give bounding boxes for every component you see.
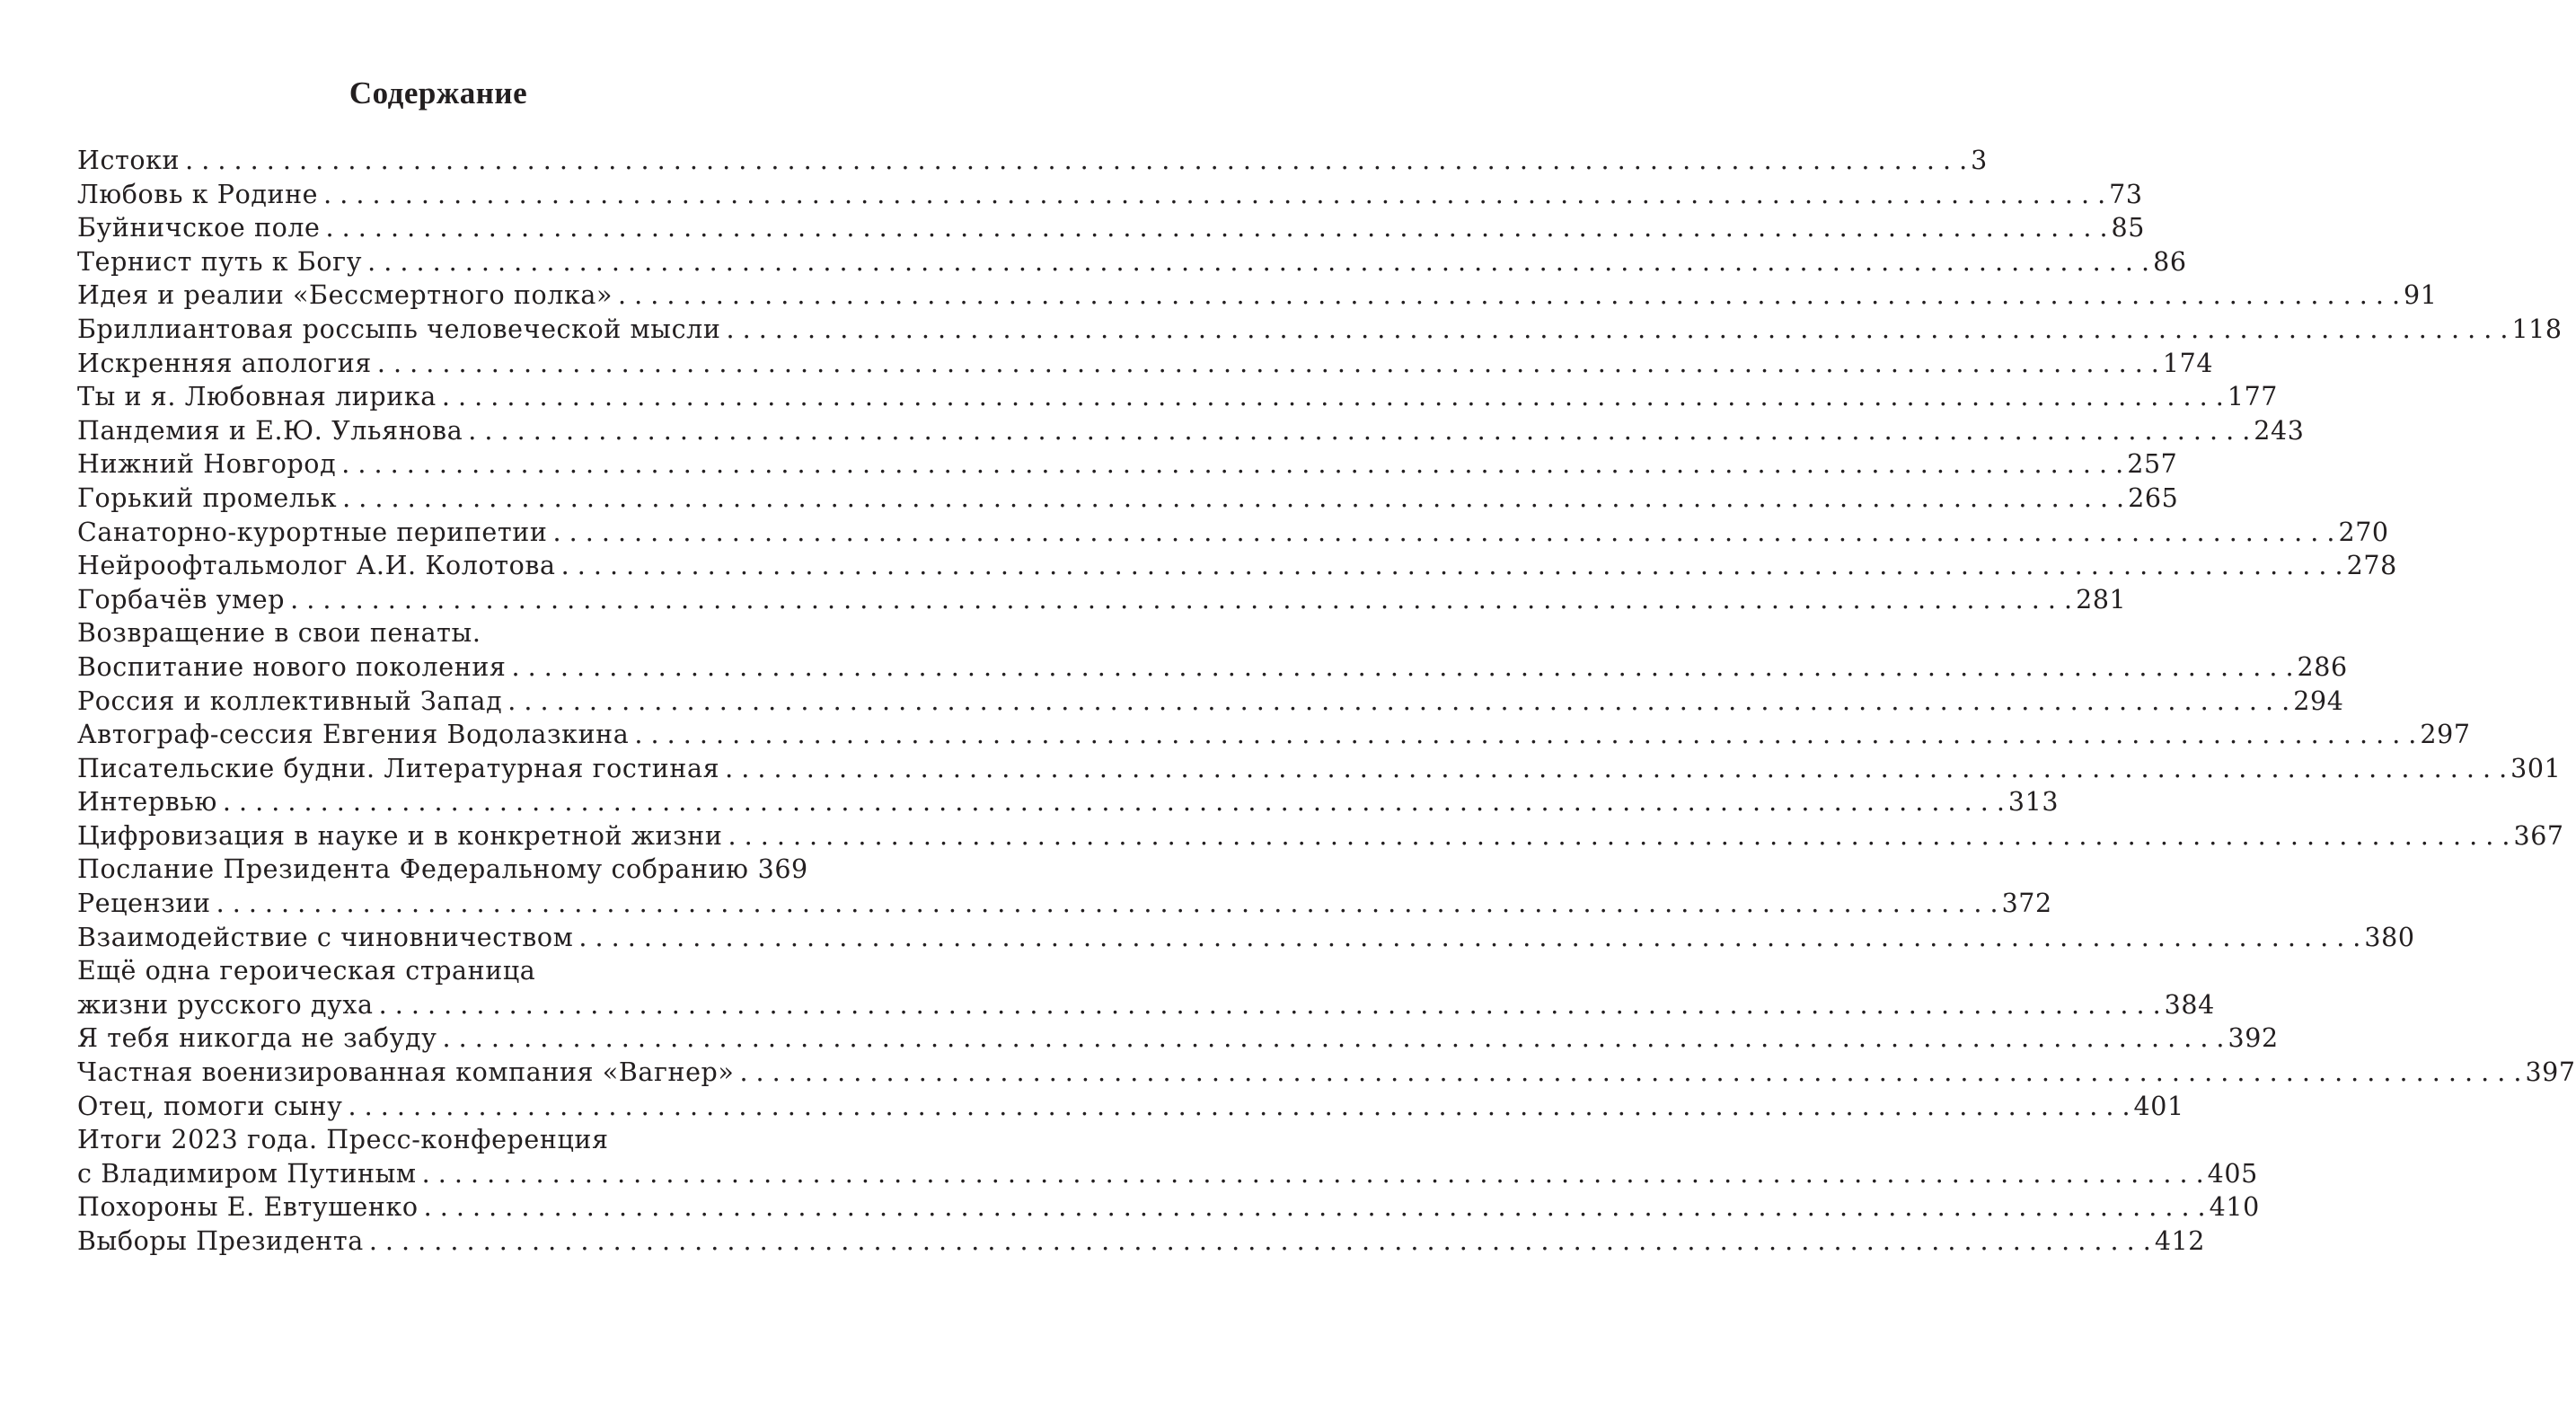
toc-entry-title-part: Возвращение в свои пенаты. — [77, 618, 481, 649]
toc-entry-page-number: 392 — [2228, 1023, 2279, 1054]
toc-entry-line — [77, 1056, 2576, 1090]
toc-entry-line — [77, 650, 2348, 685]
toc-entry — [77, 245, 2187, 279]
toc-entry-line — [77, 785, 2060, 819]
toc-entry — [77, 414, 2305, 448]
toc-entry-title: Горький промельк — [77, 482, 338, 513]
dot-leader — [468, 414, 2250, 448]
toc-entry-title: Нейроофтальмолог А.И. Колотова — [77, 551, 556, 581]
page-title: Содержание — [348, 75, 528, 111]
toc-entry — [77, 752, 2562, 786]
toc-entry-title: Буйничское поле — [77, 213, 321, 243]
toc-entry-line — [77, 447, 2178, 482]
dot-leader — [512, 650, 2294, 685]
toc-entry-title: Послание Президента Федеральному собранию — [77, 854, 749, 885]
toc-entry-page-number: 243 — [2254, 415, 2305, 446]
toc-entry-line — [77, 685, 2344, 719]
toc-entry-page-number: 384 — [2164, 989, 2215, 1020]
toc-entry-line — [77, 752, 2562, 786]
toc-entry-line — [77, 313, 2563, 347]
toc-entry — [77, 718, 2471, 752]
dot-leader — [561, 549, 2343, 583]
toc-entry-page-number: 367 — [2513, 820, 2564, 851]
toc-entry-line — [77, 414, 2305, 448]
toc-entry-title: Рецензии — [77, 889, 211, 919]
dot-leader — [216, 887, 1998, 921]
toc-entry-title: Россия и коллективный Запад — [77, 685, 503, 716]
toc-entry-page-number: 73 — [2109, 179, 2143, 209]
toc-entry — [77, 313, 2563, 347]
toc-entry-title: Частная военизированная компания «Вагнер» — [77, 1057, 735, 1088]
toc-entry-page-number: 257 — [2127, 449, 2178, 480]
dot-leader — [348, 1090, 2130, 1124]
toc-entry-title: Воспитание нового поколения — [77, 651, 507, 682]
toc-entry-title: Выборы Президента — [77, 1226, 364, 1256]
toc-entry-page-number: 265 — [2128, 482, 2179, 513]
toc-entry-line — [77, 819, 2564, 853]
toc-entry — [77, 144, 1988, 178]
toc-entry-page-number: 278 — [2346, 551, 2397, 581]
dot-leader — [223, 785, 2005, 819]
dot-leader — [369, 1225, 2151, 1259]
toc-entry-title: с Владимиром Путиным — [77, 1158, 417, 1189]
dot-leader — [422, 1157, 2204, 1191]
dot-leader — [342, 482, 2124, 516]
toc-entry-title: Взаимодействие с чиновничеством — [77, 922, 574, 952]
toc-entry-title: Идея и реалии «Бессмертного полка» — [77, 280, 613, 311]
toc-entry-line — [77, 211, 2145, 245]
toc-entry — [77, 785, 2060, 819]
toc-entry-title: жизни русского духа — [77, 989, 374, 1020]
toc-entry — [77, 685, 2344, 719]
toc-entry-title: Ты и я. Любовная лирика — [77, 382, 437, 412]
toc-entry-line — [77, 178, 2143, 212]
dot-leader — [443, 1021, 2225, 1056]
toc-entry-page-number: 397 — [2525, 1057, 2576, 1088]
toc-entry-page-number: 410 — [2209, 1192, 2260, 1223]
toc-entry-title: Санаторно-курортные перипетии — [77, 517, 548, 547]
toc-entry-line — [77, 245, 2187, 279]
toc-entry-line — [77, 1225, 2206, 1259]
toc-entry — [77, 211, 2145, 245]
toc-entry-line — [77, 279, 2438, 313]
toc-entry-page-number: 380 — [2364, 922, 2415, 952]
toc-entry-line — [77, 144, 1988, 178]
dot-leader — [326, 211, 2108, 245]
toc-entry-title: Отец, помоги сыну — [77, 1091, 343, 1121]
dot-leader — [185, 144, 1967, 178]
toc-entry-line — [77, 921, 2415, 955]
toc-entry-page-number: 281 — [2076, 584, 2127, 615]
toc-entry-page-number: 372 — [2001, 889, 2052, 919]
table-of-contents — [77, 144, 2576, 1259]
toc-entry — [77, 1123, 2258, 1190]
toc-entry-title-line1 — [77, 1123, 796, 1157]
toc-entry — [77, 482, 2179, 516]
toc-entry-page-number: 85 — [2111, 213, 2145, 243]
toc-entry-page-number: 177 — [2227, 382, 2279, 412]
toc-entry-line — [77, 583, 2127, 617]
toc-entry-page-number: 301 — [2510, 753, 2562, 783]
dot-leader — [634, 718, 2416, 752]
toc-entry-line — [77, 516, 2389, 550]
toc-entry-page-number: 3 — [1971, 146, 1988, 175]
toc-entry-line — [77, 1090, 2184, 1124]
toc-entry-line — [77, 380, 2279, 414]
toc-entry — [77, 853, 808, 887]
toc-entry-page-number: 412 — [2154, 1226, 2206, 1256]
toc-entry — [77, 583, 2127, 617]
toc-entry-page-number: 86 — [2153, 246, 2187, 277]
toc-entry — [77, 819, 2564, 853]
dot-leader — [341, 447, 2123, 482]
dot-leader — [367, 245, 2149, 279]
toc-entry-line — [77, 347, 2214, 381]
toc-entry-title: Интервью — [77, 787, 217, 818]
dot-leader — [725, 752, 2507, 786]
toc-entry-line — [77, 482, 2179, 516]
toc-entry-title: Автограф-сессия Евгения Водолазкина — [77, 720, 630, 750]
toc-entry-page-number: 270 — [2338, 517, 2389, 547]
dot-leader — [618, 279, 2400, 313]
toc-entry — [77, 279, 2438, 313]
toc-entry-page-number: 313 — [2007, 787, 2060, 818]
dot-leader — [726, 313, 2508, 347]
toc-entry — [77, 887, 2052, 921]
toc-entry-line — [77, 1021, 2279, 1056]
toc-entry — [77, 1021, 2279, 1056]
dot-leader — [323, 178, 2105, 212]
toc-entry-line — [77, 853, 808, 887]
dot-leader — [424, 1190, 2206, 1225]
toc-entry-line — [77, 718, 2471, 752]
dot-leader — [442, 380, 2224, 414]
toc-entry — [77, 921, 2415, 955]
toc-entry — [77, 347, 2214, 381]
toc-entry-title-part: Ещё одна героическая страница — [77, 956, 536, 986]
toc-entry-title: Писательские будни. Литературная гостиная — [77, 753, 720, 783]
toc-entry-page-number: 369 — [757, 854, 808, 885]
toc-entry-title: Искренняя апология — [77, 348, 372, 378]
toc-entry-title-part: Итоги 2023 года. Пресс-конференция — [77, 1125, 609, 1155]
dot-leader — [507, 685, 2289, 719]
dot-leader — [290, 583, 2072, 617]
toc-entry-title: Истоки — [77, 146, 181, 175]
toc-entry-title: Похороны Е. Евтушенко — [77, 1192, 419, 1223]
toc-entry-line — [77, 887, 2052, 921]
toc-entry-line — [77, 988, 2215, 1022]
toc-entry — [77, 1090, 2184, 1124]
toc-entry-line — [77, 549, 2397, 583]
toc-entry — [77, 549, 2397, 583]
toc-entry — [77, 1056, 2576, 1090]
toc-entry-title: Пандемия и Е.Ю. Ульянова — [77, 415, 463, 446]
toc-entry-page-number: 401 — [2133, 1091, 2184, 1121]
toc-entry — [77, 616, 2348, 684]
toc-entry-title: Я тебя никогда не забуду — [77, 1023, 437, 1054]
toc-entry-title: Горбачёв умер — [77, 584, 286, 615]
toc-entry-page-number: 174 — [2162, 348, 2214, 378]
toc-entry-title: Нижний Новгород — [77, 449, 337, 480]
toc-entry-title-line1 — [77, 954, 796, 988]
toc-entry-page-number: 294 — [2293, 685, 2344, 716]
dot-leader — [739, 1056, 2521, 1090]
dot-leader — [377, 347, 2159, 381]
toc-entry-title: Цифровизация в науке и в конкретной жизни — [77, 820, 723, 851]
toc-entry — [77, 380, 2279, 414]
toc-entry-title-line1 — [77, 616, 796, 650]
toc-entry — [77, 1190, 2260, 1225]
dot-leader — [379, 988, 2161, 1022]
dot-leader — [728, 819, 2510, 853]
toc-entry — [77, 516, 2389, 550]
toc-entry — [77, 954, 2215, 1021]
toc-entry — [77, 178, 2143, 212]
toc-entry-page-number: 118 — [2511, 314, 2563, 344]
dot-leader — [552, 516, 2334, 550]
toc-entry-page-number: 405 — [2207, 1158, 2258, 1189]
dot-leader — [578, 921, 2360, 955]
toc-entry-line — [77, 1157, 2258, 1191]
toc-entry-title: Бриллиантовая россыпь человеческой мысли — [77, 314, 721, 344]
toc-entry — [77, 1225, 2206, 1259]
toc-entry-page-number: 286 — [2297, 651, 2348, 682]
toc-entry-title: Любовь к Родине — [77, 179, 319, 209]
toc-entry-page-number: 297 — [2420, 720, 2471, 750]
toc-entry-page-number: 91 — [2404, 280, 2438, 311]
toc-entry-line — [77, 1190, 2260, 1225]
toc-entry-title: Тернист путь к Богу — [77, 246, 363, 277]
toc-entry — [77, 447, 2178, 482]
